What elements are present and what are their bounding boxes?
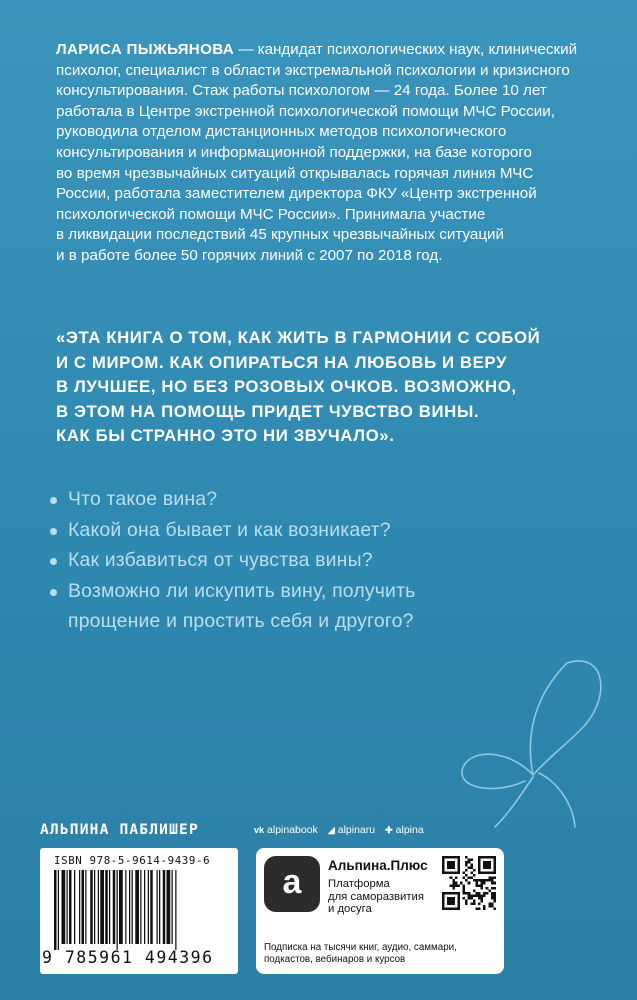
bio-line: психолог, специалист в области экстремальной психологии и кризисного: [56, 61, 570, 79]
alpina-plus-logo: [264, 856, 320, 912]
question-text: Какой она бывает и как возникает?: [68, 518, 391, 541]
vk-icon: vk: [254, 825, 265, 835]
social-handle: alpina: [395, 824, 424, 836]
telegram-icon: ◢: [327, 824, 335, 835]
publisher-logo: АЛЬПИНА ПАБЛИШЕР: [40, 822, 199, 838]
alpina-plus-panel: [256, 848, 504, 974]
butterfly-icon: [455, 655, 615, 830]
plus-circle-icon: ✚: [385, 824, 393, 835]
bio-line: и в работе более 50 горячих линий с 2007 по 2018 год.: [56, 246, 443, 264]
subtitle-line: Платформа: [328, 878, 390, 890]
question-text: Что такое вина?: [68, 488, 218, 510]
social-handle: alpinabook: [267, 824, 318, 836]
list-item: [50, 484, 610, 515]
bullet-dot-icon: [50, 558, 57, 565]
quote-line: В ЭТОМ НА ПОМОЩЬ ПРИДЕТ ЧУВСТВО ВИНЫ.: [56, 401, 480, 421]
alpina-plus-subtitle: [328, 878, 438, 916]
bullet-dot-icon: [50, 589, 57, 596]
subtitle-line: для саморазвития: [328, 890, 424, 903]
footer-line: Подписка на тысячи книг, аудио, саммари,: [264, 942, 457, 953]
subtitle-line: и досуга: [328, 903, 372, 916]
footer-line: подкастов, вебинаров и курсов: [264, 953, 406, 965]
social-link-alpina[interactable]: [385, 824, 424, 836]
bio-line: психологической помощи МЧС России». Принимала участие: [56, 205, 486, 223]
alpina-plus-footer: [264, 942, 500, 965]
barcode-icon: [50, 870, 230, 950]
quote-line: В ЛУЧШЕЕ, НО БЕЗ РОЗОВЫХ ОЧКОВ. ВОЗМОЖНО,: [56, 377, 517, 397]
author-bio: [56, 40, 601, 267]
bullet-dot-icon: [50, 528, 57, 535]
book-quote: [56, 326, 576, 449]
question-text: прощение и простить себя и другого?: [68, 610, 414, 633]
bio-line: руководила отделом дистанционных методов психологического: [56, 123, 507, 141]
bio-line: России, работала заместителем директора ФКУ «Центр экстренной: [56, 185, 537, 203]
logo-letter: a: [282, 863, 302, 901]
bio-line: консультирования. Стаж работы психологом — 24 года. Более 10 лет: [56, 82, 547, 100]
bullet-dot-icon: [50, 497, 57, 504]
alpina-plus-title: Альпина.Плюс: [328, 858, 428, 873]
bio-line: во время чрезвычайных ситуаций открывалась горячая линия МЧС: [56, 164, 534, 182]
author-name: ЛАРИСА ПЫЖЬЯНОВА: [56, 41, 234, 58]
ean-number: 9 785961 494396: [42, 948, 214, 967]
bio-line: — кандидат психологических наук, клинический: [233, 41, 578, 58]
quote-line: И С МИРОМ. КАК ОПИРАТЬСЯ НА ЛЮБОВЬ И ВЕРУ: [56, 352, 508, 372]
question-text: Как избавиться от чувства вины?: [68, 549, 373, 572]
quote-line: КАК БЫ СТРАННО ЭТО НИ ЗВУЧАЛО».: [56, 426, 395, 446]
question-list: [50, 484, 610, 637]
social-link-vk[interactable]: [254, 824, 318, 836]
list-item: [50, 515, 610, 546]
list-item: [50, 545, 610, 576]
question-text: Возможно ли искупить вину, получить: [68, 579, 416, 602]
bio-line: консультирования и информационной поддержки, на базе которого: [56, 143, 533, 161]
qr-code-icon[interactable]: [442, 856, 496, 910]
list-item: [50, 576, 610, 607]
bio-line: в ликвидации последствий 45 крупных чрезвычайных ситуаций: [56, 226, 505, 244]
isbn-text: ISBN 978-5-9614-9439-6: [54, 854, 211, 867]
social-handle: alpinaru: [337, 824, 376, 836]
quote-line: «ЭТА КНИГА О ТОМ, КАК ЖИТЬ В ГАРМОНИИ С СОБОЙ: [56, 328, 541, 347]
list-item-continuation: [50, 606, 610, 637]
isbn-barcode-panel: [40, 848, 238, 974]
bio-line: работала в Центре экстренной психологической помощи МЧС России,: [56, 102, 555, 120]
social-link-telegram[interactable]: [328, 824, 375, 836]
social-links: [254, 824, 424, 836]
